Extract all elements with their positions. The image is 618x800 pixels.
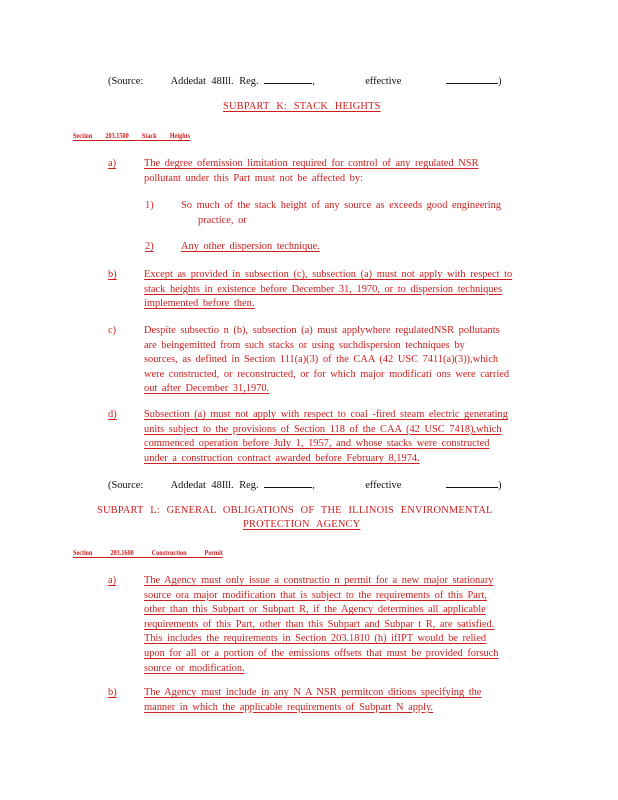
text-line: So much of the stack height of any source as exceeds good engineering bbox=[181, 200, 502, 211]
item-l-a-text bbox=[144, 574, 544, 676]
source-comma: , bbox=[312, 76, 315, 87]
item-d-text bbox=[144, 408, 544, 466]
source-effective: effective bbox=[365, 480, 402, 491]
source-comma: , bbox=[312, 480, 315, 491]
item-label-d: d) bbox=[108, 409, 117, 420]
date-blank bbox=[446, 74, 498, 84]
item-label-a: a) bbox=[108, 158, 117, 169]
source-close: ) bbox=[498, 76, 502, 87]
text-line: source ora major modification that is subject to the requirements of this Part, bbox=[144, 589, 487, 601]
source-note bbox=[108, 478, 502, 491]
subpart-l-heading-line2: PROTECTION AGENCY bbox=[243, 519, 361, 530]
subpart-l-heading: SUBPART L: GENERAL OBLIGATIONS OF THE ILLINOIS ENVIRONMENTAL bbox=[97, 505, 493, 516]
text-line: implemented before then. bbox=[144, 298, 255, 310]
text-line: Except as provided in subsection (c), subsection (a) must not apply with respect to bbox=[144, 269, 513, 280]
text-line: requirements of this Part, other than this Subpart and Subpar t R, are satisfied. bbox=[144, 618, 495, 630]
section-1600-heading: Section 203.1600 Construction Permit bbox=[73, 548, 223, 557]
text-line: Despite subsectio n (b), subsection (a) must applywhere regulatedNSR pollutants bbox=[144, 325, 500, 336]
text-line: are beingemitted from such stacks or using suchdispersion techniques by bbox=[144, 339, 465, 351]
item-b-text bbox=[144, 268, 544, 312]
source-label: (Source: bbox=[108, 76, 144, 87]
text-line: pollutant under this Part must not be affected by: bbox=[144, 172, 363, 184]
text-line: sources, as defined in Section 111(a)(3) of the CAA (42 USC 7411(a)(3)),which bbox=[144, 354, 499, 366]
text-line: upon for all or a portion of the emissions offsets that must be provided forsuch bbox=[144, 647, 499, 659]
source-label: (Source: bbox=[108, 480, 144, 491]
section-1500-heading: Section 203.1500 Stack Heights bbox=[73, 131, 191, 140]
subitem-2-text bbox=[181, 240, 521, 255]
text-line: under a construction contract awarded before February 8,1974. bbox=[144, 452, 420, 464]
text-line: out after December 31,1970. bbox=[144, 383, 270, 395]
subitem-label-1: 1) bbox=[145, 200, 154, 211]
text-line: practice, or bbox=[198, 214, 247, 226]
subitem-1-text bbox=[181, 199, 521, 228]
text-line: manner in which the applicable requirements of Subpart N apply. bbox=[144, 701, 434, 713]
source-effective: effective bbox=[365, 76, 402, 87]
text-line: Subsection (a) must not apply with respect to coal -fired steam electric generating bbox=[144, 409, 508, 420]
source-text: Addedat 48Ill. Reg. bbox=[170, 76, 259, 87]
text-line: source or modification. bbox=[144, 662, 245, 674]
item-a-text bbox=[144, 157, 544, 186]
text-line: The degree ofemission limitation required for control of any regulated NSR bbox=[144, 158, 479, 169]
source-close: ) bbox=[498, 480, 502, 491]
text-line: The Agency must only issue a constructio n permit for a new major stationary bbox=[144, 575, 494, 586]
text-line: were constructed, or reconstructed, or for which major modificati ons were carried bbox=[144, 368, 510, 380]
item-l-b-text bbox=[144, 686, 544, 715]
text-line: other than this Subpart or Subpart R, if the Agency determines all applicable bbox=[144, 604, 486, 616]
register-blank bbox=[264, 478, 312, 488]
date-blank bbox=[446, 478, 498, 488]
text-line: commenced operation before July 1, 1957, and whose stacks were constructed bbox=[144, 438, 490, 450]
subitem-label-2: 2) bbox=[145, 241, 154, 252]
item-label-c: c) bbox=[108, 325, 117, 336]
text-line: units subject to the provisions of Section 118 of the CAA (42 USC 7418),which bbox=[144, 423, 502, 435]
register-blank bbox=[264, 74, 312, 84]
item-label-b: b) bbox=[108, 687, 117, 698]
item-label-a: a) bbox=[108, 575, 117, 586]
item-label-b: b) bbox=[108, 269, 117, 280]
text-line: stack heights in existence before December 31, 1970, or to dispersion techniques bbox=[144, 283, 503, 295]
subpart-k-heading: SUBPART K: STACK HEIGHTS bbox=[223, 101, 381, 112]
text-line: The Agency must include in any N A NSR permitcon ditions specifying the bbox=[144, 687, 482, 698]
text-line: This includes the requirements in Section 203.1810 (h) ifIPT would be relied bbox=[144, 633, 487, 645]
source-text: Addedat 48Ill. Reg. bbox=[170, 480, 259, 491]
source-note bbox=[108, 74, 502, 87]
item-c-text bbox=[144, 324, 544, 397]
text-line: Any other dispersion technique. bbox=[181, 241, 320, 252]
